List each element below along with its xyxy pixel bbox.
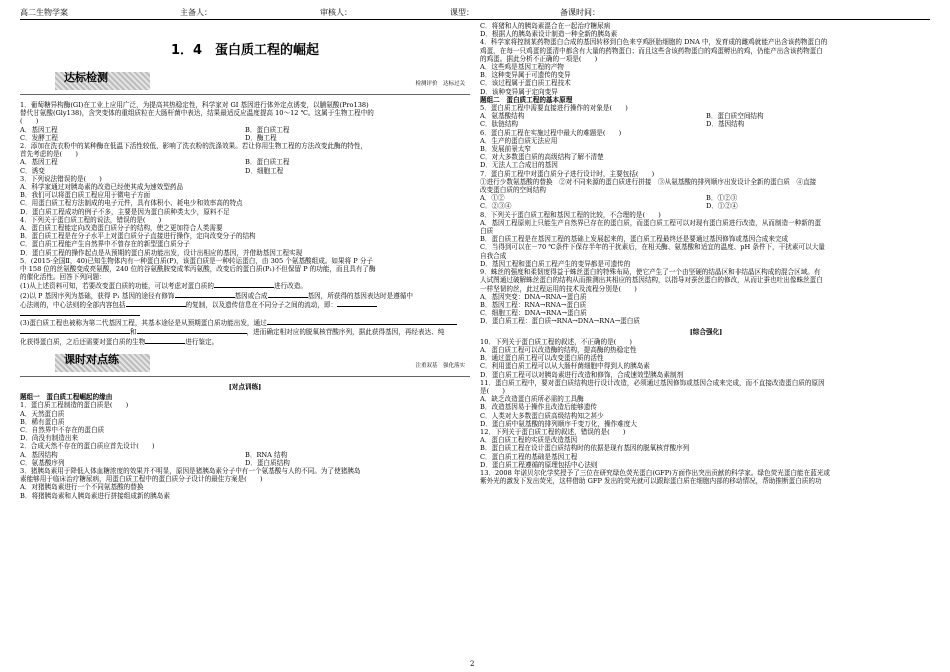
- page-title: 1．4 蛋白质工程的崛起: [170, 43, 320, 58]
- option[interactable]: D．酶工程: [245, 133, 277, 142]
- option[interactable]: C．诱变: [20, 166, 45, 175]
- option[interactable]: C．该过程属于蛋白质工程技术: [480, 79, 571, 88]
- option[interactable]: B．蛋白质空间结构: [706, 112, 764, 121]
- question-line: 6．蛋白质工程在实施过程中最大的难题是( ): [480, 128, 622, 137]
- sub-question-3: [20, 318, 470, 327]
- question-line: 11．蛋白质工程中，要对蛋白质结构进行设计改造，必须通过基因修饰或基因合成来完成，而不直接改造蛋白质的原因: [480, 378, 825, 387]
- option[interactable]: B．蛋白质工程是在基因工程的基础上发展起来的，蛋白质工程最终还是要通过基因修饰或基因合成来完成: [480, 235, 789, 244]
- option[interactable]: D．基因工程和蛋白质工程产生的变异都是可遗传的: [480, 259, 631, 268]
- answer-blank[interactable]: [337, 300, 377, 307]
- option[interactable]: A．蛋白质工程能定向改造蛋白质分子的结构，使之更加符合人类需要: [20, 224, 223, 233]
- section-label: 课时对点练: [64, 352, 119, 366]
- question-4: [20, 216, 470, 257]
- sub-question-2: [20, 291, 470, 300]
- question-text: 和: [130, 328, 137, 337]
- option[interactable]: C．肽链结构: [480, 120, 519, 129]
- option[interactable]: A．基因结构: [20, 450, 58, 459]
- question-text: 基因，所获得的基因表达时是遵循中: [307, 291, 413, 300]
- option[interactable]: D．根据人的胰岛素设计制造一种全新的胰岛素: [480, 30, 618, 39]
- practice-question-7: [480, 170, 932, 211]
- option[interactable]: A．科学家通过对胰岛素的改造已经使其成为速效型药品: [20, 183, 184, 192]
- practice-question-6: [480, 129, 932, 170]
- section-sublabel: 注重双基 强化落实: [415, 362, 465, 369]
- question-text: (1)从上述资料可知，若要改变蛋白质的功能，可以考虑对蛋白质的: [20, 282, 214, 291]
- sub-question-3-end: [20, 337, 470, 346]
- option[interactable]: D．蛋白质工程可以对胰岛素进行改造和修饰，合成速效型胰岛素制剂: [480, 370, 684, 379]
- option[interactable]: A．基因工程: [20, 125, 58, 134]
- question-line: 1．蛋白质工程制造的蛋白质是( ): [20, 401, 129, 410]
- practice-question-1: [20, 401, 470, 442]
- option-cont: 白质: [480, 227, 494, 236]
- sub-question-3-cont: [20, 327, 470, 336]
- option[interactable]: A．基因工程: [20, 158, 58, 167]
- sub-question-2-cont: [20, 300, 470, 309]
- question-line: 9．蛛丝的强度和柔韧度得益于蛛丝蛋白的特殊布局，使它产生了一个由坚硬的结晶区和非结晶区构成的混合区域。有: [480, 268, 821, 277]
- option[interactable]: B．将猪胰岛素和人胰岛素进行拼接组成新的胰岛素: [20, 491, 170, 500]
- option[interactable]: D．蛋白质工程成功的例子不多，主要是因为蛋白质种类太少，原料不足: [20, 207, 230, 216]
- question-line: 2．合成天然不存在的蛋白质应首先设计( ): [20, 442, 155, 451]
- answer-blank[interactable]: [126, 300, 186, 307]
- question-line: 一样坚韧的丝，此过程运用的技术及流程分别是( ): [480, 284, 637, 293]
- question-line: 3．猪胰岛素用于降低人体血糖浓度的效果并不明显，原因是猪胰岛素分子中有一个氨基酸与人的不同。为了使猪胰岛: [20, 466, 361, 475]
- answer-blank[interactable]: [267, 318, 457, 325]
- practice-question-11: [480, 379, 932, 428]
- question-text: (2)以 P 基因序列为基础，获得 P₁ 基因的途径有修饰: [20, 291, 175, 300]
- option[interactable]: C．对大多数蛋白质的高级结构了解不清楚: [480, 153, 604, 162]
- practice-question-13: [480, 469, 932, 485]
- option[interactable]: B．这种变异属于可遗传的变异: [480, 71, 571, 80]
- answer-blank[interactable]: [175, 291, 235, 298]
- practice-question-4: [480, 38, 932, 95]
- question-line: 13．2008 年诺贝尔化学奖授予了三位在研究绿色荧光蛋白(GFP)方面作出突出贡献的科学家。绿色荧光蛋白能在蓝光或: [480, 468, 831, 477]
- option[interactable]: C．当得到可以在－70 ℃条件下保存半年的干扰素后，在相关酶、氨基酸和适宜的温度、pH 条件下，干扰素可以大量: [480, 243, 825, 252]
- question-text: 化获得蛋白质，之后还需要对蛋白质的生物: [20, 337, 146, 346]
- option-cont: 自我合成: [480, 251, 507, 260]
- group-heading: 题组一 蛋白质工程崛起的缘由: [20, 393, 113, 402]
- question-line: 鸡蛋，在每一只鸡蛋的蛋清中都含有大量的药物蛋白；而且这些含该药物蛋白的鸡蛋孵出的鸡，仍能产出含该药物蛋白: [480, 46, 823, 55]
- author-label: 主备人：: [180, 8, 212, 17]
- practice-question-3: [20, 467, 470, 500]
- option[interactable]: A．基因工程原则上只能生产自然界已存在的蛋白质，而蛋白质工程可以对现有蛋白质进行改造，从而制造一种新的蛋: [480, 218, 822, 227]
- question-line: 12．下列关于蛋白质工程的叙述，错误的是( ): [480, 427, 626, 436]
- section-label: 达标检测: [64, 71, 108, 84]
- answer-blank[interactable]: [20, 327, 130, 334]
- question-line: 1．葡萄糖异构酶(GI)在工业上应用广泛，为提高其热稳定性，科学家对 GI 基因进行体外定点诱变，以脯氨酸(Pro138): [20, 101, 369, 109]
- comprehensive-heading: [综合强化]: [689, 327, 723, 336]
- option[interactable]: C．发酵工程: [20, 133, 59, 142]
- question-text: 基因或合成: [234, 291, 268, 300]
- options-row: [20, 126, 470, 134]
- practice-question-8: [480, 211, 932, 268]
- reviewer-label: 审核人：: [320, 8, 352, 17]
- option[interactable]: A．氨基酸结构: [480, 112, 525, 121]
- answer-blank[interactable]: [137, 327, 247, 334]
- question-line: 改变蛋白质的空间结构: [480, 186, 546, 195]
- option[interactable]: D．蛋白质结构: [245, 458, 290, 467]
- right-column: [480, 22, 932, 485]
- question-line: 5．蛋白质工程中需要直接进行操作的对象是( ): [480, 104, 628, 113]
- answer-blank[interactable]: [145, 337, 185, 344]
- option[interactable]: A．缺乏改造蛋白质所必需的工具酶: [480, 395, 584, 404]
- option[interactable]: D．①②④: [706, 202, 738, 211]
- question-text: 进行改造。: [273, 282, 307, 291]
- option[interactable]: C．利用蛋白质工程可以从大肠杆菌细胞中得到人的胰岛素: [480, 362, 650, 371]
- option[interactable]: B．基因工程：RNA→RNA→蛋白质: [480, 300, 587, 309]
- option[interactable]: A．蛋白质工程可以改造酶的结构，提高酶的热稳定性: [480, 345, 637, 354]
- section-banner-达标检测: [20, 72, 470, 95]
- question-line: 5．(2015·全国Ⅱ，40)已知生物体内有一种蛋白质(P)，该蛋白质是一种转运蛋白，由 305 个氨基酸组成。如果将 P 分子: [20, 256, 374, 265]
- sub-question-1: [20, 281, 470, 290]
- option[interactable]: A．基因突变：DNA→RNA→蛋白质: [480, 292, 587, 301]
- option[interactable]: D．蛋白质工程：蛋白质→RNA→DNA→RNA→蛋白质: [480, 317, 640, 326]
- option[interactable]: A．天然蛋白质: [20, 409, 65, 418]
- answer-blank[interactable]: [268, 291, 308, 298]
- options-row: [20, 451, 470, 459]
- options-row: [20, 134, 470, 142]
- option[interactable]: C．②③④: [480, 202, 512, 211]
- question-line: 替代甘氨酸(Gly138)，含突变体的重组质粒在大肠杆菌中表达，结果最适反应温度提高 10～12 ℃。这属于生物工程中的: [20, 109, 374, 118]
- option[interactable]: B．①②③: [706, 194, 738, 203]
- practice-question-10: [480, 338, 932, 379]
- options-row: [20, 459, 470, 467]
- page-number: 2: [470, 660, 475, 668]
- question-2: [20, 142, 470, 175]
- question-line: 8．下列关于蛋白质工程和基因工程的比较，不合理的是( ): [480, 210, 661, 219]
- practice-question-2: [20, 442, 470, 467]
- options-row: [480, 202, 932, 210]
- group-heading: 题组二 蛋白质工程的基本原理: [480, 95, 573, 104]
- options-row: [20, 158, 470, 166]
- left-column: [20, 22, 470, 500]
- question-line: 4．科学家将控制某药物蛋白合成的基因转移到白色来亨鸡胚胎细胞的 DNA 中，发育成的雌鸡就能产出含该药物蛋白的: [480, 38, 828, 47]
- question-line: 2．添加在洗衣粉中的某种酶在低温下活性较低，影响了洗衣粉的洗涤效果。若让你用生物工程的方法改变此酶的特性，: [20, 142, 368, 151]
- option[interactable]: B．改造基因易于操作且改造后能够遗传: [480, 403, 597, 412]
- question-line: 的催化活性。回答下列问题：: [20, 273, 106, 282]
- option[interactable]: D．蛋白质工程遵循的原理包括中心法则: [480, 460, 598, 469]
- question-text: (3)蛋白质工程也被称为第二代基因工程，其基本途径是从预期蛋白质功能出发，通过: [20, 319, 267, 328]
- option[interactable]: A．对猪胰岛素进行一个不同氨基酸的替换: [20, 483, 144, 492]
- option[interactable]: D．蛋白质工程的操作起点是从预期的蛋白质功能出发，设计出相应的基因，并借助基因工程实现: [20, 248, 303, 257]
- option[interactable]: D．无法人工合成目的基因: [480, 161, 558, 170]
- section-sublabel: 检测评价 达标过关: [415, 81, 465, 87]
- option[interactable]: C．氨基酸序列: [20, 458, 65, 467]
- practice-question-5: [480, 104, 932, 129]
- option[interactable]: D．该种变异属于定向变异: [480, 87, 558, 96]
- option[interactable]: C．自然界中不存在的蛋白质: [20, 425, 105, 434]
- question-line: 素能够用于临床治疗糖尿病，用蛋白质工程中的蛋白质分子设计的最佳方案是( ): [20, 475, 263, 484]
- question-line: 7．蛋白质工程中对蛋白质分子进行设计时，主要包括( ): [480, 169, 655, 178]
- options-row: [480, 120, 932, 128]
- answer-line: [20, 309, 470, 318]
- question-line: ( ): [20, 117, 39, 126]
- option[interactable]: B．我们可以将蛋白质工程应用于微电子方面: [20, 191, 151, 200]
- option[interactable]: C．细胞工程：DNA→RNA→蛋白质: [480, 309, 587, 318]
- section-banner-课时对点练: [20, 354, 470, 377]
- question-line: 紫外光的激发下发出荧光，这样借助 GFP 发出的荧光就可以跟踪蛋白质在细胞内部的移动情况，帮助推断蛋白质的功: [480, 477, 822, 486]
- question-line: 中 158 位的丝氨酸变成亮氨酸，240 位的谷氨酰胺变成苯丙氨酸，改变后的蛋白质(P₁)不但保留 P 的功能，而且具有了酶: [20, 265, 376, 274]
- question-line: 的鸡蛋。据此分析不正确的一项是( ): [480, 54, 598, 63]
- question-5: [20, 257, 470, 346]
- question-line: 人试图通过破解蛛丝蛋白的结构从而推测出其相应的基因结构，以指导对蚕丝蛋白的修改，从而让蚕也吐出像蛛丝蛋白: [480, 276, 823, 285]
- question-text: 心法则的，中心法则的全部内容包括: [20, 300, 126, 309]
- option[interactable]: B．蛋白质工程: [245, 125, 290, 134]
- option[interactable]: A．①②: [480, 194, 505, 203]
- options-row: [20, 167, 470, 175]
- question-line: 3．下列说法错误的是( ): [20, 174, 102, 183]
- option[interactable]: B．稀有蛋白质: [20, 417, 65, 426]
- option[interactable]: B．蛋白质工程在设计蛋白质结构时的依据是现有基因的脱氧核苷酸序列: [480, 444, 690, 453]
- answer-blank[interactable]: [214, 281, 274, 288]
- question-line: 是( ): [480, 386, 505, 395]
- prep-time-label: 备课时间：: [560, 8, 600, 17]
- option[interactable]: B．通过蛋白质工程可以改变蛋白质的活性: [480, 354, 604, 363]
- practice-question-9: [480, 268, 932, 325]
- option[interactable]: D．细胞工程: [245, 166, 284, 175]
- question-text: 的复制，以及遗传信息在不同分子之间的流动，即：: [185, 300, 338, 309]
- option[interactable]: C．蛋白质工程的基础是基因工程: [480, 452, 578, 461]
- course-name: 高二生物学案: [20, 8, 68, 17]
- question-1: [20, 101, 470, 142]
- option[interactable]: C．人类对大多数蛋白质高级结构知之甚少: [480, 411, 604, 420]
- question-line: 首先考虑的是( ): [20, 150, 78, 159]
- option[interactable]: C．将猪和人的胰岛素混合在一起治疗糖尿病: [480, 22, 611, 30]
- option[interactable]: C．蛋白质工程能产生自然界中不曾存在的新型蛋白质分子: [20, 240, 190, 249]
- practice-heading: [对点训练]: [228, 382, 262, 391]
- option[interactable]: A．这些鸡是基因工程的产物: [480, 63, 564, 72]
- page-header: [20, 5, 930, 20]
- option[interactable]: B．RNA 结构: [245, 450, 288, 459]
- question-line: 4．下列关于蛋白质工程的说法，错误的是( ): [20, 215, 162, 224]
- question-line: 10．下列关于蛋白质工程的叙述，不正确的是( ): [480, 337, 633, 346]
- question-text: ，进而确定相对应的脱氧核苷酸序列，据此获得基因，再经表达、纯: [246, 328, 445, 337]
- option[interactable]: C．用蛋白质工程方法制成的电子元件，具有体积小、耗电少和效率高的特点: [20, 199, 243, 208]
- option[interactable]: B．蛋白质工程是在分子水平上对蛋白质分子直接进行操作，定向改变分子的结构: [20, 232, 256, 241]
- lesson-type-label: 课型：: [450, 8, 474, 17]
- question-text: 进行鉴定。: [185, 337, 219, 346]
- answer-blank[interactable]: [20, 309, 140, 316]
- option[interactable]: A．蛋白质工程的实质是改造基因: [480, 436, 578, 445]
- practice-question-12: [480, 428, 932, 469]
- option[interactable]: B．发展前景太窄: [480, 145, 532, 154]
- question-line: ①进行少数氨基酸的替换 ②对不同来源的蛋白质进行拼接 ③从氨基酸的排列顺序出发设计全新的蛋白质 ④直接: [480, 177, 817, 186]
- question-3: [20, 175, 470, 216]
- option[interactable]: D．基因结构: [706, 120, 745, 129]
- option[interactable]: D．尚没有制造出来: [20, 434, 79, 443]
- option[interactable]: D．蛋白质中氨基酸的排列顺序千变万化，操作难度大: [480, 419, 637, 428]
- option[interactable]: B．蛋白质工程: [245, 158, 290, 167]
- option[interactable]: A．生产的蛋白质无法应用: [480, 136, 558, 145]
